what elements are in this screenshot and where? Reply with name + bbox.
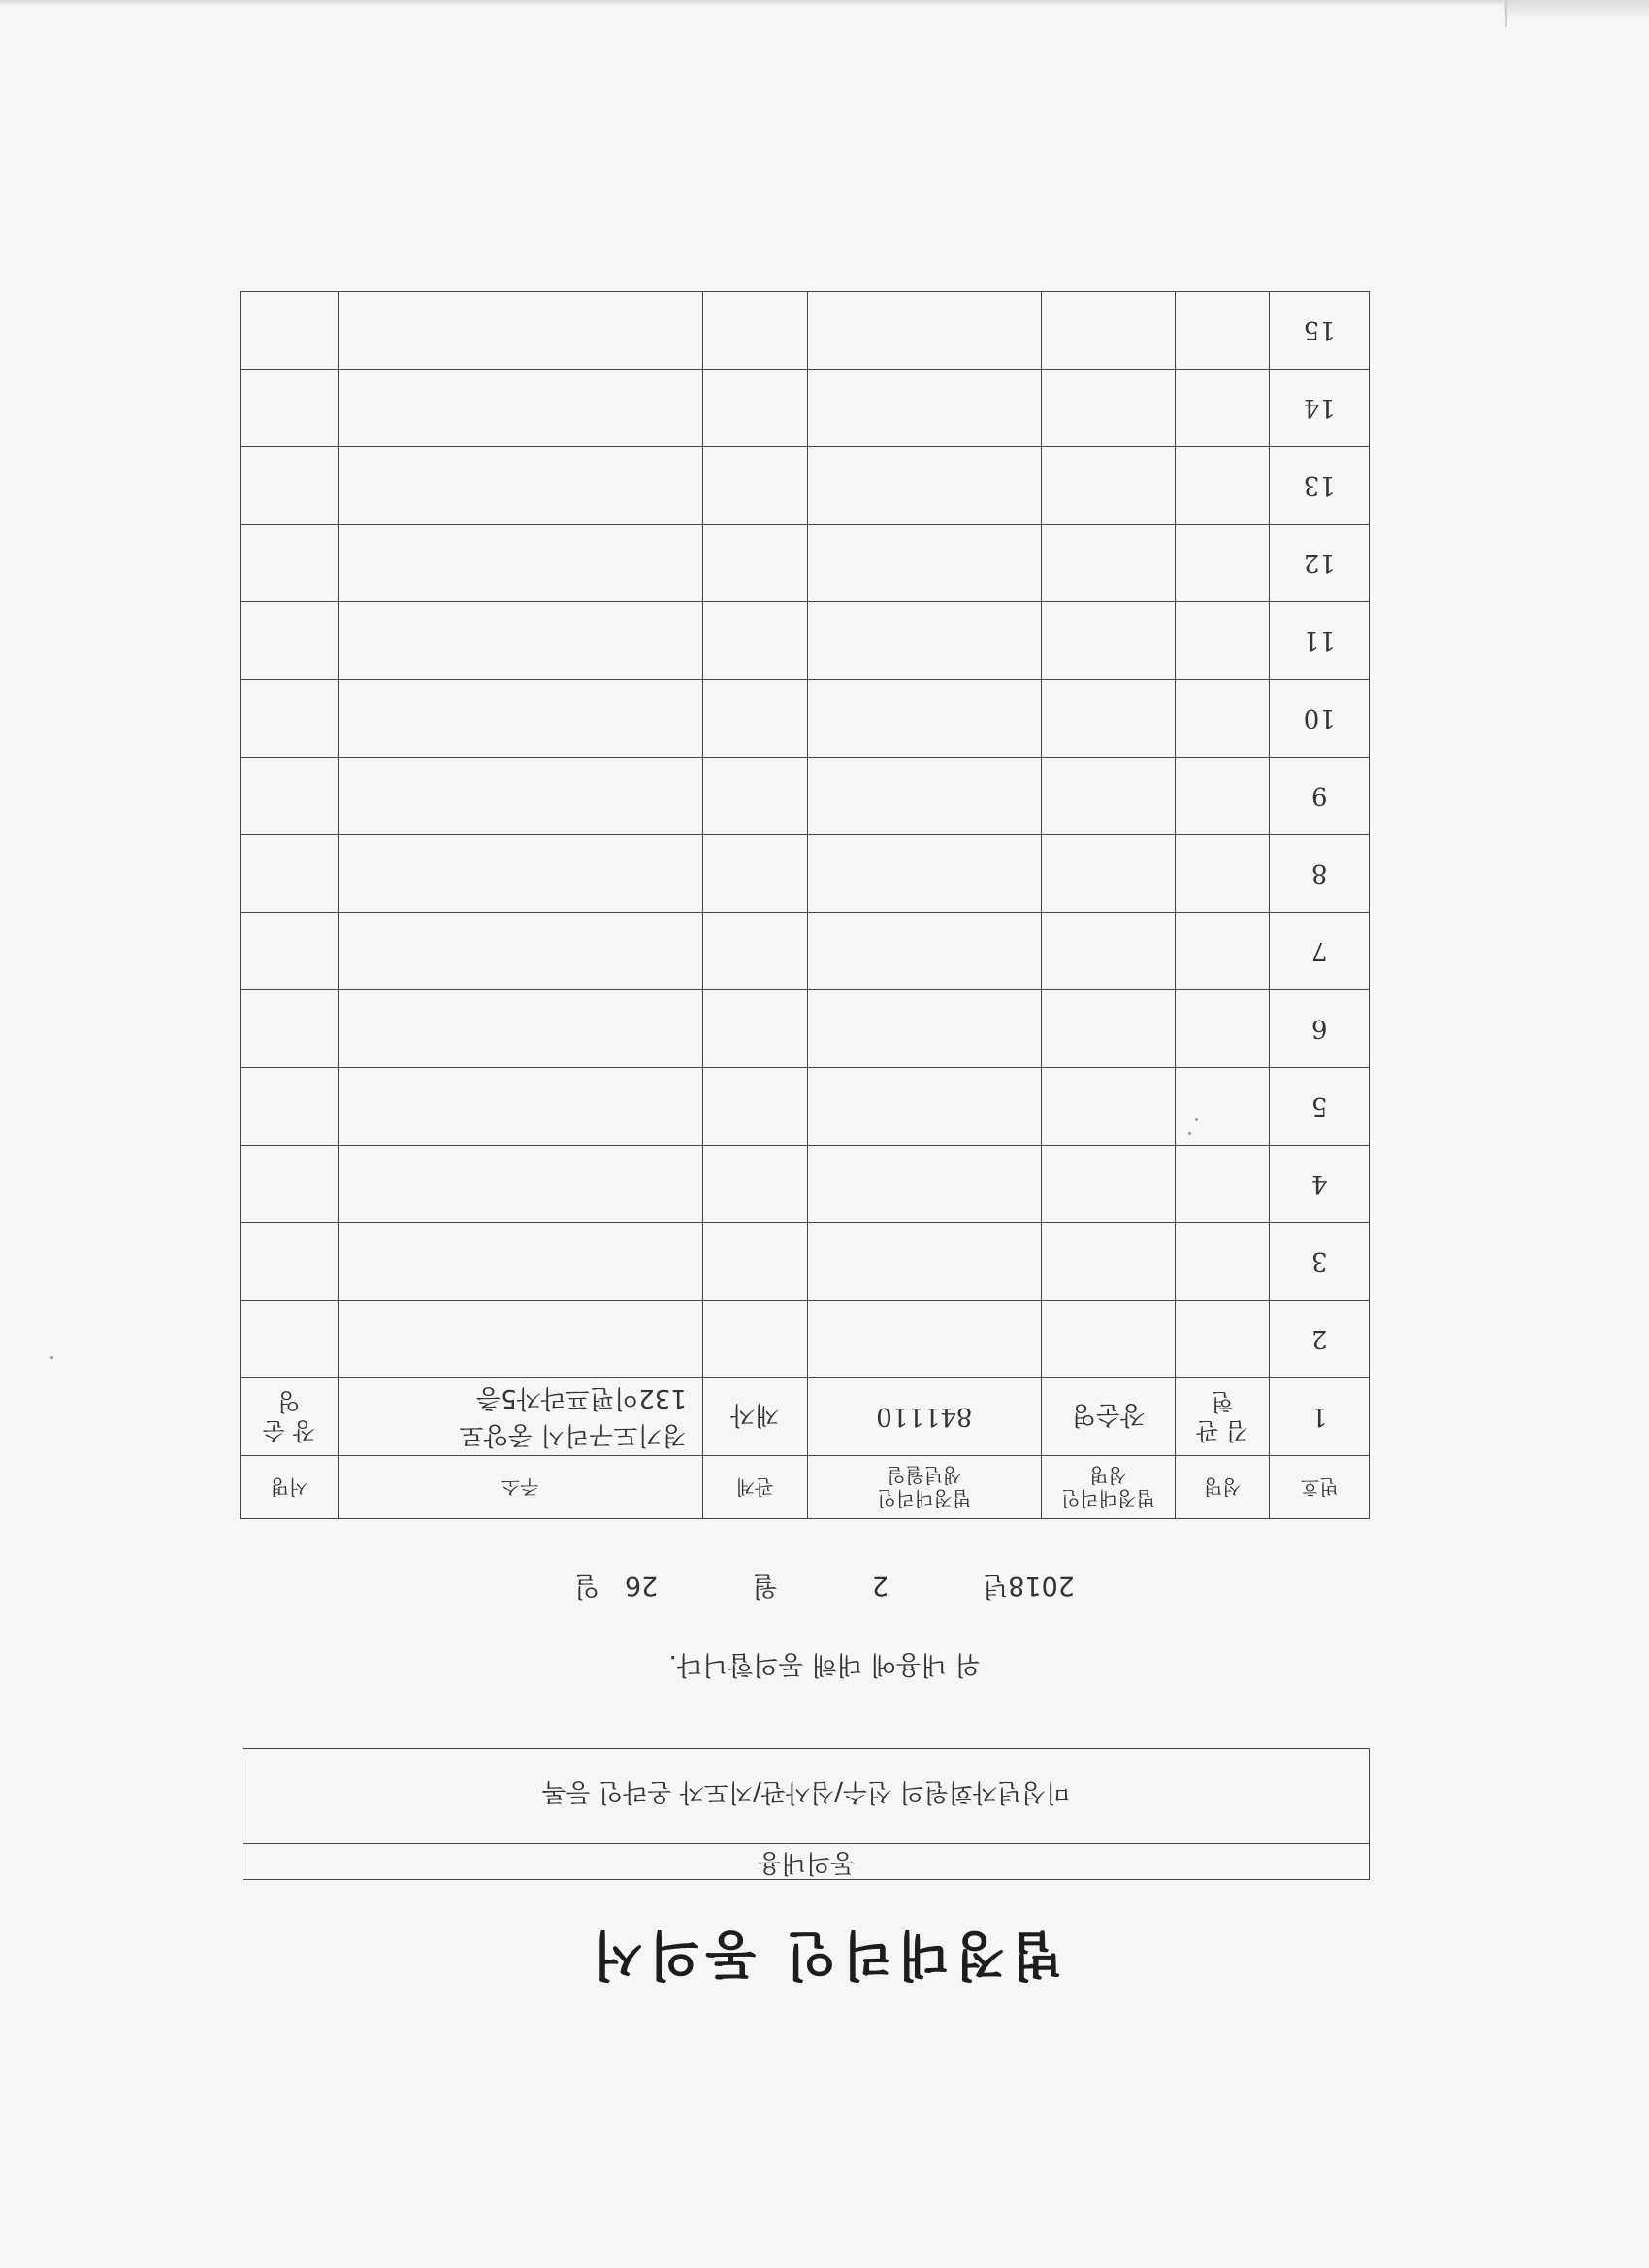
cell-name bbox=[1175, 370, 1270, 447]
table-row bbox=[241, 1068, 1370, 1146]
table-row bbox=[241, 913, 1370, 990]
cell-name bbox=[1175, 990, 1270, 1068]
header-address: 주소 bbox=[338, 1456, 702, 1519]
date-month-unit: 월 bbox=[752, 1571, 778, 1601]
cell-signature bbox=[241, 602, 339, 680]
cell-guardian-name bbox=[1041, 292, 1175, 370]
cell-signature bbox=[241, 1223, 339, 1301]
cell-number: 1 bbox=[1270, 1378, 1370, 1456]
header-name: 성명 bbox=[1175, 1456, 1270, 1519]
cell-signature bbox=[241, 680, 339, 758]
guardian-table bbox=[240, 291, 1370, 1519]
scan-speck bbox=[1188, 1132, 1191, 1135]
date-day-unit: 일 bbox=[574, 1571, 600, 1601]
cell-guardian-birth bbox=[807, 758, 1041, 835]
table-row bbox=[241, 602, 1370, 680]
cell-name bbox=[1175, 680, 1270, 758]
cell-signature bbox=[241, 1068, 339, 1146]
cell-address bbox=[338, 835, 702, 913]
cell-guardian-name bbox=[1041, 1068, 1175, 1146]
cell-guardian-name bbox=[1041, 1301, 1175, 1378]
consent-box bbox=[242, 1748, 1370, 1880]
cell-guardian-name bbox=[1041, 447, 1175, 525]
cell-address bbox=[338, 1068, 702, 1146]
cell-signature: 장 순 영 bbox=[241, 1378, 339, 1456]
cell-number: 13 bbox=[1270, 447, 1370, 525]
cell-address: 경기도구리시 중앙로 132이편프라자5층 bbox=[338, 1378, 702, 1456]
cell-guardian-name bbox=[1041, 370, 1175, 447]
cell-relation bbox=[702, 1068, 807, 1146]
cell-relation: 재자 bbox=[702, 1378, 807, 1456]
cell-guardian-name bbox=[1041, 525, 1175, 602]
cell-name bbox=[1175, 758, 1270, 835]
cell-relation bbox=[702, 680, 807, 758]
cell-signature bbox=[241, 370, 339, 447]
cell-signature bbox=[241, 835, 339, 913]
header-guardian-name: 법정대리인 성명 bbox=[1041, 1456, 1175, 1519]
cell-guardian-birth bbox=[807, 1301, 1041, 1378]
cell-name bbox=[1175, 447, 1270, 525]
table-row bbox=[241, 525, 1370, 602]
cell-number: 14 bbox=[1270, 370, 1370, 447]
cell-number: 7 bbox=[1270, 913, 1370, 990]
cell-name bbox=[1175, 1223, 1270, 1301]
cell-name bbox=[1175, 913, 1270, 990]
cell-number: 5 bbox=[1270, 1068, 1370, 1146]
cell-guardian-name bbox=[1041, 913, 1175, 990]
header-relation: 관계 bbox=[702, 1456, 807, 1519]
cell-guardian-name bbox=[1041, 758, 1175, 835]
cell-address bbox=[338, 292, 702, 370]
cell-address bbox=[338, 447, 702, 525]
cell-number: 3 bbox=[1270, 1223, 1370, 1301]
cell-signature bbox=[241, 758, 339, 835]
cell-signature bbox=[241, 1301, 339, 1378]
cell-relation bbox=[702, 835, 807, 913]
cell-name bbox=[1175, 525, 1270, 602]
cell-name bbox=[1175, 835, 1270, 913]
table-row bbox=[241, 292, 1370, 370]
cell-name bbox=[1175, 292, 1270, 370]
cell-guardian-birth bbox=[807, 990, 1041, 1068]
cell-relation bbox=[702, 525, 807, 602]
cell-guardian-birth bbox=[807, 1068, 1041, 1146]
cell-address bbox=[338, 913, 702, 990]
date-year: 2018년 bbox=[983, 1571, 1075, 1601]
cell-guardian-name bbox=[1041, 835, 1175, 913]
cell-guardian-birth bbox=[807, 447, 1041, 525]
cell-relation bbox=[702, 292, 807, 370]
cell-guardian-name bbox=[1041, 680, 1175, 758]
cell-guardian-name bbox=[1041, 1146, 1175, 1223]
cell-name bbox=[1175, 1301, 1270, 1378]
cell-relation bbox=[702, 447, 807, 525]
table-row bbox=[241, 680, 1370, 758]
document-title: 법정대리인 동의서 bbox=[586, 1925, 1063, 1986]
cell-guardian-birth bbox=[807, 1223, 1041, 1301]
cell-address bbox=[338, 525, 702, 602]
cell-signature bbox=[241, 447, 339, 525]
cell-guardian-birth bbox=[807, 292, 1041, 370]
cell-name: 김 관 현 bbox=[1175, 1378, 1270, 1456]
cell-address bbox=[338, 370, 702, 447]
cell-signature bbox=[241, 913, 339, 990]
cell-guardian-birth bbox=[807, 525, 1041, 602]
cell-guardian-birth bbox=[807, 1146, 1041, 1223]
table-row bbox=[241, 370, 1370, 447]
consent-header: 동의내용 bbox=[243, 1843, 1369, 1879]
table-row bbox=[241, 1146, 1370, 1223]
scan-speck bbox=[50, 1356, 53, 1359]
cell-guardian-birth bbox=[807, 370, 1041, 447]
cell-relation bbox=[702, 602, 807, 680]
cell-number: 4 bbox=[1270, 1146, 1370, 1223]
scan-speck bbox=[1195, 1118, 1198, 1121]
cell-guardian-name: 장순영 bbox=[1041, 1378, 1175, 1456]
cell-relation bbox=[702, 1223, 807, 1301]
cell-address bbox=[338, 1301, 702, 1378]
cell-number: 11 bbox=[1270, 602, 1370, 680]
cell-guardian-birth bbox=[807, 835, 1041, 913]
date-line bbox=[0, 1570, 1649, 1607]
cell-address bbox=[338, 602, 702, 680]
cell-relation bbox=[702, 913, 807, 990]
table-row bbox=[241, 1378, 1370, 1456]
cell-address bbox=[338, 680, 702, 758]
cell-number: 2 bbox=[1270, 1301, 1370, 1378]
cell-signature bbox=[241, 1146, 339, 1223]
cell-guardian-name bbox=[1041, 1223, 1175, 1301]
cell-number: 12 bbox=[1270, 525, 1370, 602]
header-number: 번호 bbox=[1270, 1456, 1370, 1519]
consent-content: 미성년자회원의 선수/심사관/지도자 온라인 등록 bbox=[541, 1777, 1071, 1806]
cell-signature bbox=[241, 525, 339, 602]
table-row bbox=[241, 447, 1370, 525]
cell-relation bbox=[702, 1146, 807, 1223]
cell-signature bbox=[241, 990, 339, 1068]
cell-guardian-birth bbox=[807, 680, 1041, 758]
cell-relation bbox=[702, 990, 807, 1068]
cell-signature bbox=[241, 292, 339, 370]
cell-number: 15 bbox=[1270, 292, 1370, 370]
date-day: 26 bbox=[624, 1571, 659, 1601]
cell-guardian-name bbox=[1041, 990, 1175, 1068]
agreement-statement: 위 내용에 대해 동의합니다. bbox=[668, 1649, 981, 1679]
cell-address bbox=[338, 1146, 702, 1223]
cell-name bbox=[1175, 602, 1270, 680]
header-signature: 서명 bbox=[241, 1456, 339, 1519]
table-row bbox=[241, 990, 1370, 1068]
cell-relation bbox=[702, 370, 807, 447]
table-row bbox=[241, 1223, 1370, 1301]
cell-guardian-birth bbox=[807, 602, 1041, 680]
table-row bbox=[241, 1301, 1370, 1378]
cell-address bbox=[338, 1223, 702, 1301]
cell-name bbox=[1175, 1146, 1270, 1223]
header-guardian-birth: 법정대리인 생년월일 bbox=[807, 1456, 1041, 1519]
cell-number: 9 bbox=[1270, 758, 1370, 835]
cell-number: 10 bbox=[1270, 680, 1370, 758]
table-header-row bbox=[241, 1456, 1370, 1519]
date-month: 2 bbox=[871, 1571, 889, 1601]
cell-guardian-name bbox=[1041, 602, 1175, 680]
table-row bbox=[241, 758, 1370, 835]
cell-address bbox=[338, 758, 702, 835]
cell-relation bbox=[702, 1301, 807, 1378]
table-row bbox=[241, 835, 1370, 913]
cell-guardian-birth: 841110 bbox=[807, 1378, 1041, 1456]
cell-number: 8 bbox=[1270, 835, 1370, 913]
cell-number: 6 bbox=[1270, 990, 1370, 1068]
cell-address bbox=[338, 990, 702, 1068]
cell-relation bbox=[702, 758, 807, 835]
cell-guardian-birth bbox=[807, 913, 1041, 990]
